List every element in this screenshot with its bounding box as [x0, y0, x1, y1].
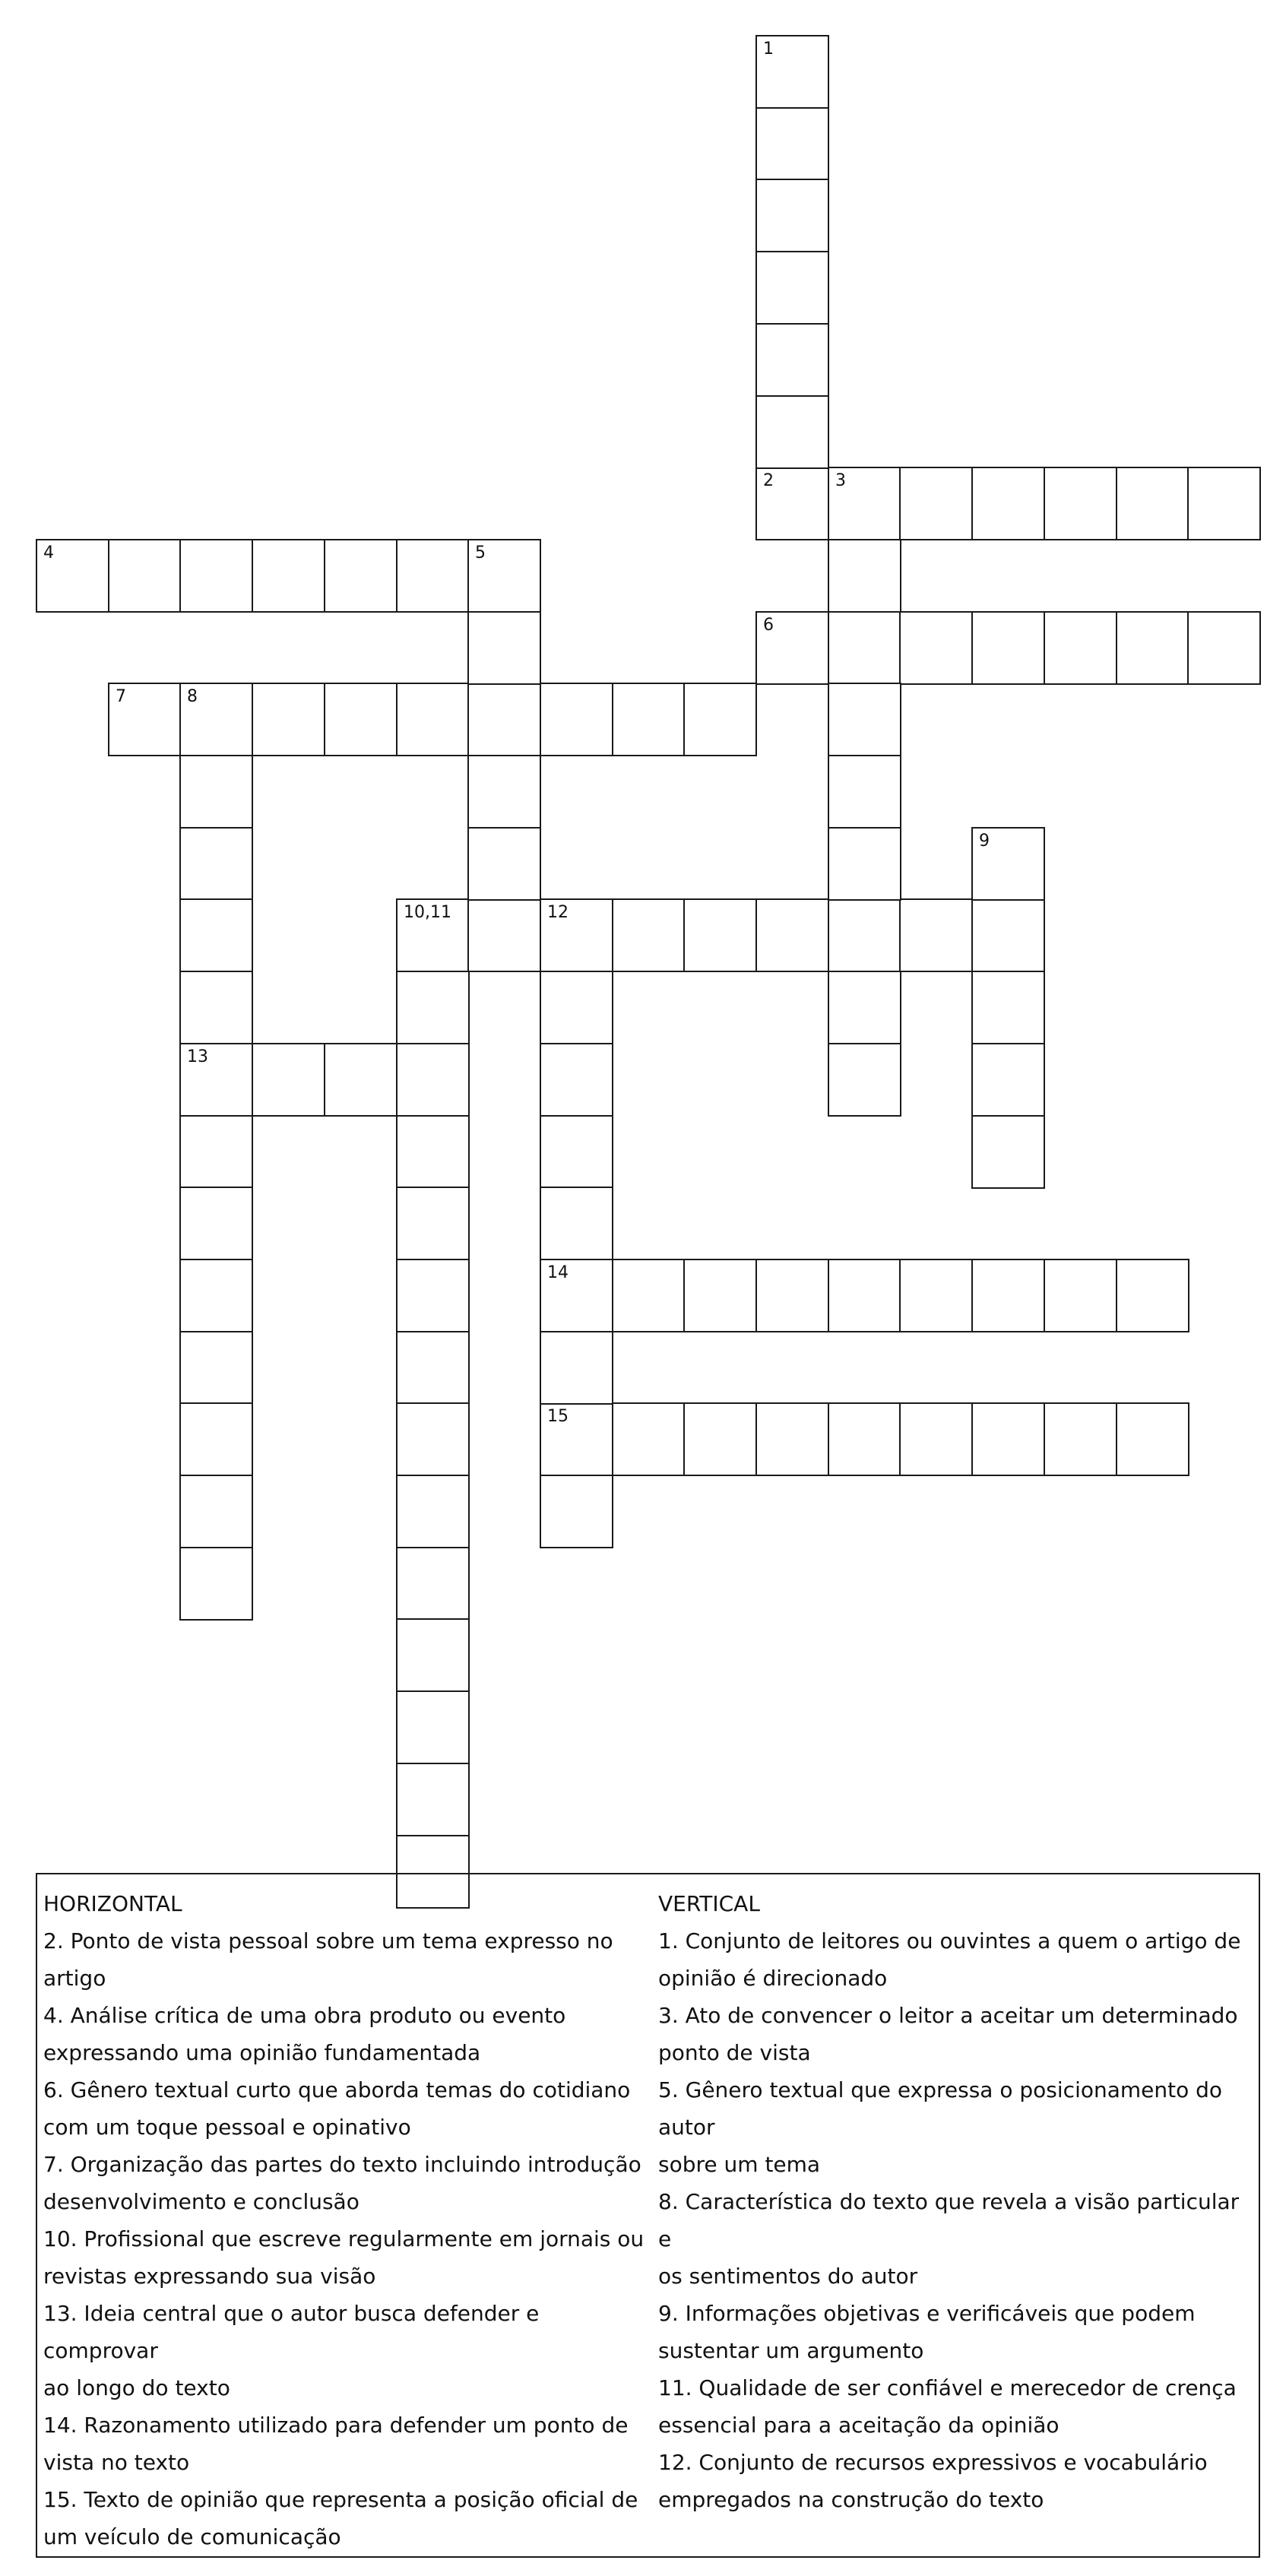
- clue-number: 15: [547, 1407, 569, 1426]
- clue-line: artigo: [43, 1966, 106, 1991]
- crossword-cell[interactable]: [828, 683, 901, 756]
- crossword-cell[interactable]: [396, 898, 470, 972]
- crossword-cell[interactable]: [540, 1475, 613, 1548]
- clue-line: os sentimentos do autor: [658, 2264, 918, 2289]
- crossword-cell[interactable]: [755, 35, 829, 109]
- crossword-cell[interactable]: [179, 1043, 253, 1117]
- clue-line: sobre um tema: [658, 2152, 821, 2177]
- crossword-cell[interactable]: [828, 1043, 901, 1117]
- crossword-cell[interactable]: [396, 1618, 470, 1692]
- crossword-cell[interactable]: [36, 539, 109, 613]
- crossword-cell[interactable]: [828, 971, 901, 1044]
- crossword-cell[interactable]: [755, 611, 829, 685]
- crossword-cell[interactable]: [396, 1547, 470, 1621]
- horizontal-title: HORIZONTAL: [43, 1891, 182, 1916]
- crossword-cell[interactable]: [683, 683, 757, 756]
- crossword-cell[interactable]: [179, 1187, 253, 1260]
- clue-number: 10,11: [404, 903, 451, 922]
- clue-line: opinião é direcionado: [658, 1966, 888, 1991]
- crossword-cell[interactable]: [971, 611, 1045, 685]
- crossword-cell[interactable]: [179, 827, 253, 901]
- horizontal-clues: [43, 1885, 651, 2555]
- clue-number: 5: [475, 543, 486, 562]
- crossword-cell[interactable]: [899, 1259, 973, 1332]
- clue-number: 13: [187, 1047, 208, 1066]
- crossword-cell[interactable]: [1116, 611, 1189, 685]
- crossword-cell[interactable]: [467, 539, 541, 613]
- crossword-cell[interactable]: [467, 827, 541, 901]
- crossword-cell[interactable]: [396, 1115, 470, 1189]
- crossword-cell[interactable]: [179, 1115, 253, 1189]
- crossword-cell[interactable]: [971, 1402, 1045, 1476]
- crossword-cell[interactable]: [683, 1402, 757, 1476]
- crossword-cell[interactable]: [179, 1402, 253, 1476]
- crossword-cell[interactable]: [540, 1043, 613, 1117]
- crossword-cell[interactable]: [1116, 467, 1189, 540]
- clue-line: expressando uma opinião fundamentada: [43, 2040, 481, 2065]
- crossword-cell[interactable]: [612, 1402, 686, 1476]
- clue-number: 7: [116, 687, 126, 706]
- crossword-cell[interactable]: [971, 1115, 1045, 1189]
- clue-line: 1. Conjunto de leitores ou ouvintes a quem o artigo de: [658, 1928, 1241, 1953]
- crossword-cell[interactable]: [1116, 1402, 1189, 1476]
- clues-box: [36, 1873, 1260, 2558]
- clue-number: 8: [187, 687, 198, 706]
- crossword-cell[interactable]: [828, 467, 901, 540]
- clue-line: sustentar um argumento: [658, 2338, 924, 2363]
- crossword-cell[interactable]: [828, 1259, 901, 1332]
- crossword-cell[interactable]: [1044, 1402, 1117, 1476]
- crossword-cell[interactable]: [179, 755, 253, 829]
- crossword-cell[interactable]: [755, 1402, 829, 1476]
- crossword-cell[interactable]: [396, 1690, 470, 1764]
- crossword-cell[interactable]: [899, 467, 973, 540]
- clue-line: 3. Ato de convencer o leitor a aceitar um determinado: [658, 2003, 1238, 2028]
- clue-line: 6. Gênero textual curto que aborda temas do cotidiano: [43, 2077, 631, 2102]
- crossword-cell[interactable]: [396, 1763, 470, 1836]
- clue-line: 10. Profissional que escreve regularmente em jornais ou: [43, 2226, 645, 2251]
- crossword-cell[interactable]: [179, 539, 253, 613]
- crossword-cell[interactable]: [324, 539, 398, 613]
- crossword-cell[interactable]: [1187, 611, 1261, 685]
- clue-number: 2: [763, 471, 774, 490]
- crossword-cell[interactable]: [467, 755, 541, 829]
- clue-line: um veículo de comunicação: [43, 2524, 341, 2549]
- crossword-cell[interactable]: [755, 251, 829, 325]
- crossword-cell[interactable]: [540, 1331, 613, 1405]
- crossword-cell[interactable]: [899, 1402, 973, 1476]
- crossword-cell[interactable]: [828, 755, 901, 829]
- clue-line: 14. Razonamento utilizado para defender um ponto de: [43, 2413, 629, 2438]
- crossword-cell[interactable]: [179, 1259, 253, 1332]
- crossword-cell[interactable]: [683, 1259, 757, 1332]
- clue-number: 9: [979, 832, 990, 851]
- crossword-cell[interactable]: [755, 467, 829, 540]
- clue-number: 12: [547, 903, 569, 922]
- crossword-cell[interactable]: [828, 898, 901, 972]
- crossword-cell[interactable]: [828, 611, 901, 685]
- crossword-cell[interactable]: [755, 179, 829, 252]
- crossword-cell[interactable]: [971, 971, 1045, 1044]
- crossword-cell[interactable]: [396, 539, 470, 613]
- crossword-cell[interactable]: [324, 1043, 398, 1117]
- crossword-cell[interactable]: [971, 467, 1045, 540]
- crossword-cell[interactable]: [540, 1402, 613, 1476]
- clue-line: desenvolvimento e conclusão: [43, 2189, 360, 2214]
- clue-number: 14: [547, 1263, 569, 1282]
- crossword-cell[interactable]: [755, 898, 829, 972]
- crossword-cell[interactable]: [683, 898, 757, 972]
- crossword-cell[interactable]: [252, 539, 325, 613]
- crossword-cell[interactable]: [179, 898, 253, 972]
- crossword-cell[interactable]: [540, 898, 613, 972]
- vertical-title: VERTICAL: [658, 1891, 760, 1916]
- crossword-cell[interactable]: [971, 1259, 1045, 1332]
- crossword-cell[interactable]: [396, 1259, 470, 1332]
- crossword-cell[interactable]: [467, 611, 541, 685]
- clue-line: 15. Texto de opinião que representa a posição oficial de: [43, 2487, 638, 2512]
- crossword-cell[interactable]: [755, 1259, 829, 1332]
- crossword-cell[interactable]: [755, 107, 829, 181]
- clue-line: ponto de vista: [658, 2040, 811, 2065]
- vertical-clues: [658, 1885, 1259, 2518]
- crossword-cell[interactable]: [1044, 467, 1117, 540]
- crossword-cell[interactable]: [828, 1402, 901, 1476]
- clue-line: 11. Qualidade de ser confiável e merecedor de crença: [658, 2375, 1237, 2400]
- crossword-cell[interactable]: [612, 683, 686, 756]
- clue-line: empregados na construção do texto: [658, 2487, 1044, 2512]
- clue-line: 5. Gênero textual que expressa o posicionamento do autor: [658, 2077, 1223, 2140]
- crossword-cell[interactable]: [467, 898, 541, 972]
- crossword-cell[interactable]: [252, 1043, 325, 1117]
- crossword-cell[interactable]: [971, 1043, 1045, 1117]
- crossword-cell[interactable]: [1187, 467, 1261, 540]
- crossword-cell[interactable]: [252, 683, 325, 756]
- crossword-cell[interactable]: [396, 683, 470, 756]
- clue-line: 4. Análise crítica de uma obra produto ou evento: [43, 2003, 566, 2028]
- crossword-cell[interactable]: [108, 683, 182, 756]
- crossword-cell[interactable]: [179, 1547, 253, 1621]
- crossword-cell[interactable]: [179, 1475, 253, 1548]
- crossword-cell[interactable]: [828, 827, 901, 901]
- crossword-cell[interactable]: [1044, 1259, 1117, 1332]
- clue-line: revistas expressando sua visão: [43, 2264, 376, 2289]
- clue-line: 13. Ideia central que o autor busca defender e comprovar: [43, 2301, 540, 2363]
- clue-line: 12. Conjunto de recursos expressivos e vocabulário: [658, 2450, 1208, 2475]
- crossword-cell[interactable]: [396, 1331, 470, 1405]
- crossword-cell[interactable]: [540, 971, 613, 1044]
- clue-line: vista no texto: [43, 2450, 190, 2475]
- clue-number: 3: [835, 471, 846, 490]
- clue-line: 2. Ponto de vista pessoal sobre um tema expresso no: [43, 1928, 613, 1953]
- crossword-cell[interactable]: [396, 1043, 470, 1117]
- crossword-cell[interactable]: [467, 683, 541, 756]
- clue-number: 4: [43, 543, 54, 562]
- clue-line: 9. Informações objetivas e verificáveis que podem: [658, 2301, 1196, 2326]
- crossword-cell[interactable]: [899, 898, 973, 972]
- crossword-cell[interactable]: [540, 1259, 613, 1332]
- crossword-cell[interactable]: [971, 827, 1045, 901]
- clue-line: ao longo do texto: [43, 2375, 230, 2400]
- crossword-cell[interactable]: [540, 683, 613, 756]
- crossword-cell[interactable]: [755, 395, 829, 469]
- crossword-cell[interactable]: [540, 1115, 613, 1189]
- crossword-cell[interactable]: [396, 1402, 470, 1476]
- crossword-cell[interactable]: [108, 539, 182, 613]
- clue-number: 6: [763, 616, 774, 635]
- crossword-cell[interactable]: [612, 1259, 686, 1332]
- crossword-cell[interactable]: [1044, 611, 1117, 685]
- crossword-cell[interactable]: [1116, 1259, 1189, 1332]
- clue-line: 8. Característica do texto que revela a visão particular e: [658, 2189, 1240, 2251]
- crossword-cell[interactable]: [396, 971, 470, 1044]
- crossword-cell[interactable]: [179, 971, 253, 1044]
- crossword-cell[interactable]: [179, 1331, 253, 1405]
- crossword-cell[interactable]: [396, 1475, 470, 1548]
- crossword-cell[interactable]: [971, 898, 1045, 972]
- crossword-cell[interactable]: [324, 683, 398, 756]
- crossword-cell[interactable]: [179, 683, 253, 756]
- crossword-cell[interactable]: [396, 1187, 470, 1260]
- clue-line: com um toque pessoal e opinativo: [43, 2115, 411, 2140]
- clue-line: essencial para a aceitação da opinião: [658, 2413, 1060, 2438]
- crossword-cell[interactable]: [828, 539, 901, 613]
- crossword-cell[interactable]: [899, 611, 973, 685]
- crossword-cell[interactable]: [755, 323, 829, 397]
- clue-number: 1: [763, 40, 774, 59]
- clue-line: 7. Organização das partes do texto incluindo introdução: [43, 2152, 641, 2177]
- crossword-cell[interactable]: [540, 1187, 613, 1260]
- crossword-cell[interactable]: [612, 898, 686, 972]
